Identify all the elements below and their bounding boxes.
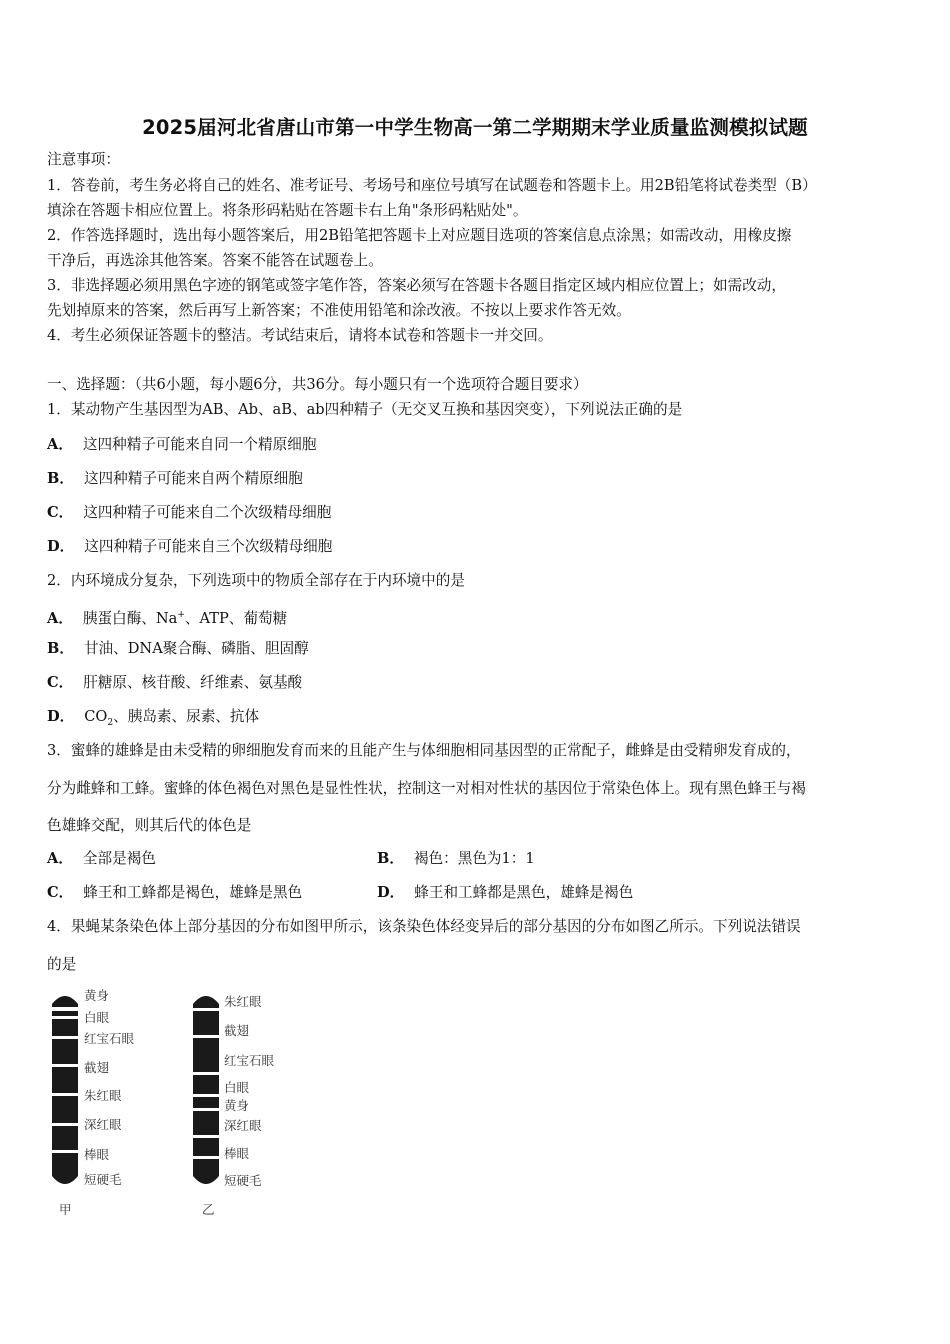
- option-text: CO: [84, 708, 108, 725]
- notice-line: 干净后，再选涂其他答案。答案不能答在试题卷上。: [47, 252, 383, 269]
- option-label: A．: [47, 436, 73, 453]
- chromosome-yi: [191, 990, 221, 1190]
- option-label: C．: [47, 504, 74, 521]
- option-label: C．: [47, 674, 74, 691]
- section-heading: 一、选择题：（共6小题，每小题6分，共36分。每小题只有一个选项符合题目要求）: [47, 376, 588, 393]
- question-3-stem: 分为雌蜂和工蜂。蜜蜂的体色褐色对黑色是显性性状，控制这一对相对性状的基因位于常染色体上。现有黑色蜂王与褐: [47, 780, 806, 797]
- option-label: C．: [47, 884, 74, 901]
- q1-option-a: [47, 435, 316, 455]
- band-gap: [50, 1093, 80, 1096]
- band-gap: [191, 1108, 221, 1111]
- band-gap: [50, 1007, 80, 1011]
- gene-label: 深红眼: [224, 1118, 262, 1133]
- notice-heading: 注意事项：: [47, 151, 120, 168]
- gene-label: 红宝石眼: [84, 1031, 135, 1046]
- q2-option-c: [47, 673, 302, 693]
- gene-label: 黄身: [224, 1098, 250, 1113]
- gene-label: 短硬毛: [224, 1173, 262, 1188]
- question-4-stem: 4．果蝇某条染色体上部分基因的分布如图甲所示，该条染色体经变异后的部分基因的分布如图乙所示。下列说法错误: [47, 918, 801, 935]
- option-text: 这四种精子可能来自同一个精原细胞: [82, 436, 317, 453]
- chromosome-body: [193, 996, 219, 1184]
- page-title: 2025届河北省唐山市第一中学生物高一第二学期期末学业质量监测模拟试题: [142, 116, 808, 139]
- gene-label: 短硬毛: [84, 1172, 122, 1187]
- chromosome-body: [52, 996, 78, 1184]
- option-label: B．: [47, 640, 74, 657]
- option-text: 、胰岛素、尿素、抗体: [113, 708, 260, 725]
- option-text: 这四种精子可能来自二个次级精母细胞: [83, 504, 332, 521]
- option-text: 甘油、DNA聚合酶、磷脂、胆固醇: [83, 640, 309, 657]
- q3-option-c: [47, 884, 302, 901]
- band-gap: [50, 1036, 80, 1039]
- option-text: 这四种精子可能来自三个次级精母细胞: [84, 538, 333, 555]
- q3-option-a: [47, 850, 156, 867]
- option-text: 蜂王和工蜂都是褐色，雄蜂是黑色: [83, 884, 303, 901]
- option-label: B．: [47, 470, 74, 487]
- notice-line: 1．答卷前，考生务必将自己的姓名、准考证号、考场号和座位号填写在试题卷和答题卡上。用2B铅笔将试卷类型（B）: [47, 177, 817, 194]
- band-gap: [191, 1072, 221, 1075]
- q3-options-row-1: [47, 849, 907, 869]
- subscript: 2: [107, 717, 114, 728]
- notice-line: 填涂在答题卡相应位置上。将条形码粘贴在答题卡右上角"条形码粘贴处"。: [47, 202, 528, 219]
- q2-option-a: [47, 605, 287, 629]
- gene-label: 截翅: [224, 1023, 250, 1038]
- q1-option-b: [47, 469, 303, 489]
- band-gap: [50, 1064, 80, 1067]
- option-label: D．: [47, 538, 75, 555]
- q2-option-b: [47, 639, 309, 659]
- gene-label: 棒眼: [224, 1146, 250, 1161]
- option-text: 、ATP、葡萄糖: [184, 609, 288, 627]
- question-2-stem: 2．内环境成分复杂，下列选项中的物质全部存在于内环境中的是: [47, 572, 465, 589]
- gene-label: 朱红眼: [224, 994, 262, 1009]
- notice-line: 先划掉原来的答案，然后再写上新答案；不准使用铅笔和涂改液。不按以上要求作答无效。: [47, 302, 631, 319]
- band-gap: [191, 1035, 221, 1038]
- chromosome-jia: [50, 990, 80, 1190]
- q2-option-d: [47, 707, 259, 733]
- notice-line: 4．考生必须保证答题卡的整洁。考试结束后，请将本试卷和答题卡一并交回。: [47, 327, 553, 344]
- figure-caption-yi: 乙: [202, 1202, 215, 1217]
- notice-line: 3．非选择题必须用黑色字迹的钢笔或签字笔作答，答案必须写在答题卡各题目指定区域内相应位置上；如需改动，: [47, 277, 786, 294]
- band-gap: [50, 1016, 80, 1019]
- notice-line: 2．作答选择题时，选出每小题答案后，用2B铅笔把答题卡上对应题目选项的答案信息点涂黑；如需改动，用橡皮擦: [47, 227, 792, 244]
- gene-label: 朱红眼: [84, 1088, 122, 1103]
- gene-label: 截翅: [84, 1060, 110, 1075]
- superscript: +: [177, 610, 185, 620]
- gene-label: 白眼: [224, 1080, 250, 1095]
- question-3-stem: 3．蜜蜂的雄蜂是由未受精的卵细胞发育而来的且能产生与体细胞相同基因型的正常配子，雌蜂是由受精卵发育成的，: [47, 742, 801, 759]
- question-1-stem: 1．某动物产生基因型为AB、Ab、aB、ab四种精子（无交叉互换和基因突变），下列说法正确的是: [47, 401, 683, 418]
- q1-option-c: [47, 503, 331, 523]
- gene-label: 棒眼: [84, 1147, 110, 1162]
- band-gap: [191, 1135, 221, 1138]
- option-label: A．: [47, 850, 73, 867]
- option-text: 肝糖原、核苷酸、纤维素、氨基酸: [83, 674, 303, 691]
- gene-label: 深红眼: [84, 1117, 122, 1132]
- band-gap: [50, 1150, 80, 1153]
- option-label: B．: [377, 850, 404, 867]
- option-text: 蜂王和工蜂都是黑色，雄蜂是褐色: [414, 884, 634, 901]
- option-label: A．: [47, 609, 73, 627]
- question-3-stem: 色雄蜂交配，则其后代的体色是: [47, 817, 252, 834]
- band-gap: [50, 1123, 80, 1126]
- gene-label: 黄身: [84, 988, 110, 1003]
- gene-label: 白眼: [84, 1010, 110, 1025]
- option-label: D．: [377, 884, 405, 901]
- option-text: 胰蛋白酶、Na: [82, 609, 178, 627]
- gene-label: 红宝石眼: [224, 1053, 275, 1068]
- q3-options-row-2: [47, 883, 907, 903]
- q3-option-d: [377, 883, 633, 903]
- band-gap: [191, 1094, 221, 1097]
- figure-caption-jia: 甲: [59, 1202, 72, 1217]
- band-gap: [191, 1156, 221, 1159]
- option-text: 褐色：黑色为1：1: [413, 850, 535, 867]
- q1-option-d: [47, 537, 332, 557]
- option-text: 这四种精子可能来自两个精原细胞: [83, 470, 303, 487]
- option-text: 全部是褐色: [82, 850, 156, 867]
- q3-option-b: [377, 849, 535, 869]
- question-4-stem: 的是: [47, 956, 77, 973]
- option-label: D．: [47, 708, 75, 725]
- band-gap: [191, 1008, 221, 1011]
